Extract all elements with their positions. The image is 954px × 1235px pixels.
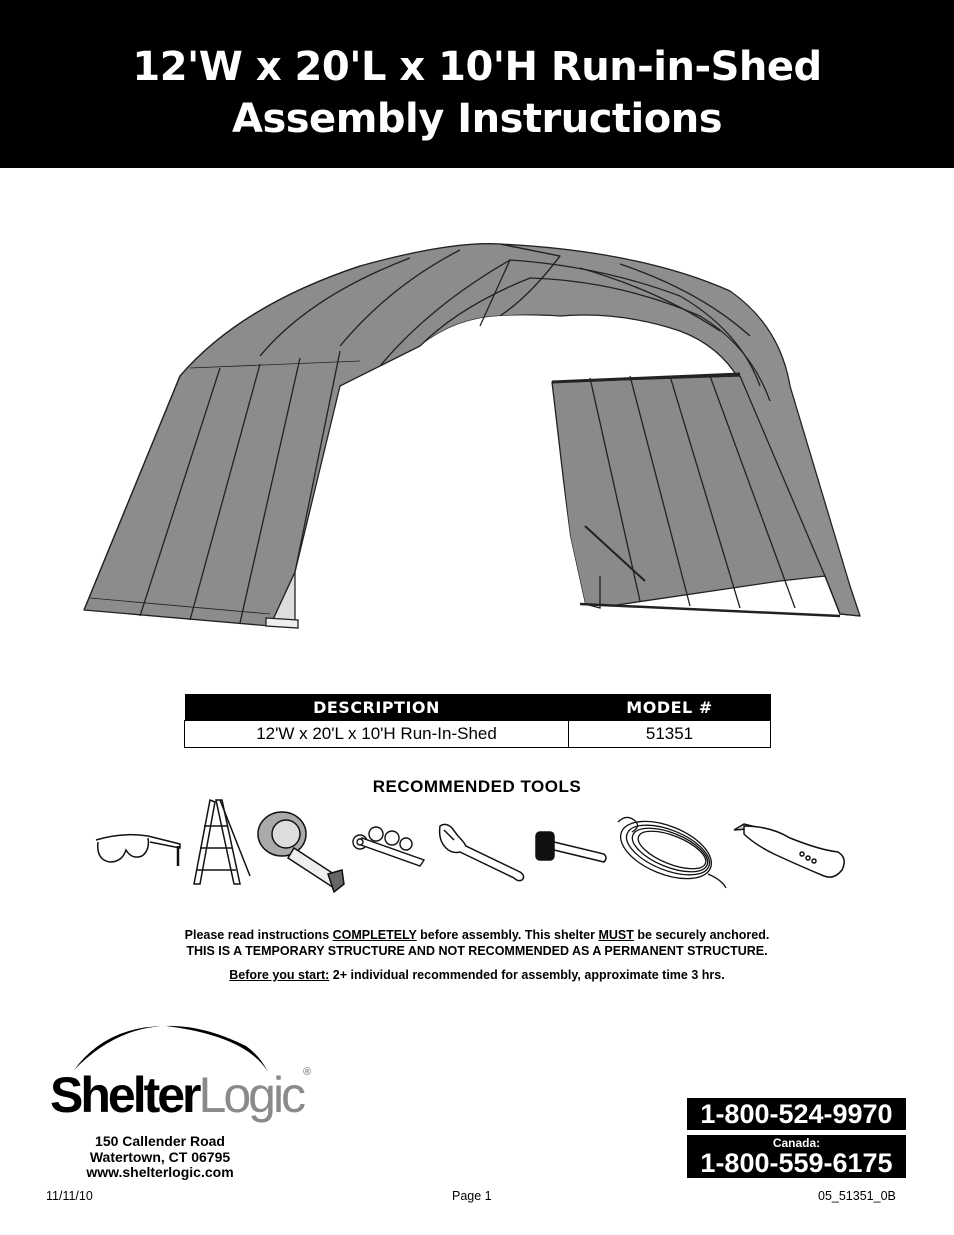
logo-word-logic: Logic <box>198 1067 304 1123</box>
note-emphasis-completely: COMPLETELY <box>332 928 417 942</box>
canada-label: Canada: <box>772 1136 821 1150</box>
company-address <box>40 1134 280 1181</box>
socket-wrench-set-icon <box>350 824 432 874</box>
tape-measure-icon <box>254 808 346 896</box>
read-instructions-note <box>0 928 954 942</box>
utility-knife-icon <box>730 820 848 884</box>
website-link[interactable]: www.shelterlogic.com <box>86 1164 234 1180</box>
note-emphasis-must: MUST <box>598 928 634 942</box>
footer-doc-code: 05_51351_0B <box>818 1189 896 1203</box>
recommended-tools-title: RECOMMENDED TOOLS <box>372 777 582 796</box>
model-table-header-row <box>185 694 771 721</box>
step-ladder-icon <box>190 796 254 888</box>
temporary-structure-warning: THIS IS A TEMPORARY STRUCTURE AND NOT RECOMMENDED AS A PERMANENT STRUCTURE. <box>186 944 768 958</box>
logo-word-shelter: Shelter <box>50 1067 199 1123</box>
model-number-cell: 51351 <box>569 721 771 748</box>
title-line-2: Assembly Instructions <box>231 96 723 142</box>
safety-glasses-icon <box>92 826 184 874</box>
footer-page-number: Page 1 <box>452 1189 492 1203</box>
phone-number-canada: 1-800-559-6175 <box>700 1148 893 1178</box>
rope-icon <box>612 810 730 890</box>
run-in-shed-illustration <box>80 236 870 632</box>
description-header: DESCRIPTION <box>185 694 569 721</box>
phone-canada-box <box>687 1135 906 1178</box>
address-line-1: 150 Callender Road <box>95 1133 225 1149</box>
registered-mark: ® <box>303 1066 312 1078</box>
before-you-start-label: Before you start: <box>229 968 330 982</box>
address-line-2: Watertown, CT 06795 <box>89 1148 231 1165</box>
shelterlogic-wordmark <box>50 1066 311 1124</box>
adjustable-wrench-icon <box>436 820 528 882</box>
rubber-mallet-icon <box>532 826 608 868</box>
before-you-start-note <box>0 968 954 982</box>
phone-number-main: 1-800-524-9970 <box>687 1098 906 1130</box>
model-number-header: MODEL # <box>569 694 771 721</box>
footer-date: 11/11/10 <box>46 1189 93 1203</box>
note-text: be securely anchored. <box>633 928 770 942</box>
title-line-1: 12'W x 20'L x 10'H Run-in-Shed <box>132 44 822 90</box>
table-row <box>185 721 771 748</box>
note-text: 2+ individual recommended for assembly, approximate time 3 hrs. <box>329 968 725 982</box>
title-banner <box>0 0 954 168</box>
note-text: before assembly. This shelter <box>416 928 599 942</box>
note-text: Please read instructions <box>184 928 333 942</box>
model-table <box>184 694 771 748</box>
description-cell: 12'W x 20'L x 10'H Run-In-Shed <box>185 721 569 748</box>
